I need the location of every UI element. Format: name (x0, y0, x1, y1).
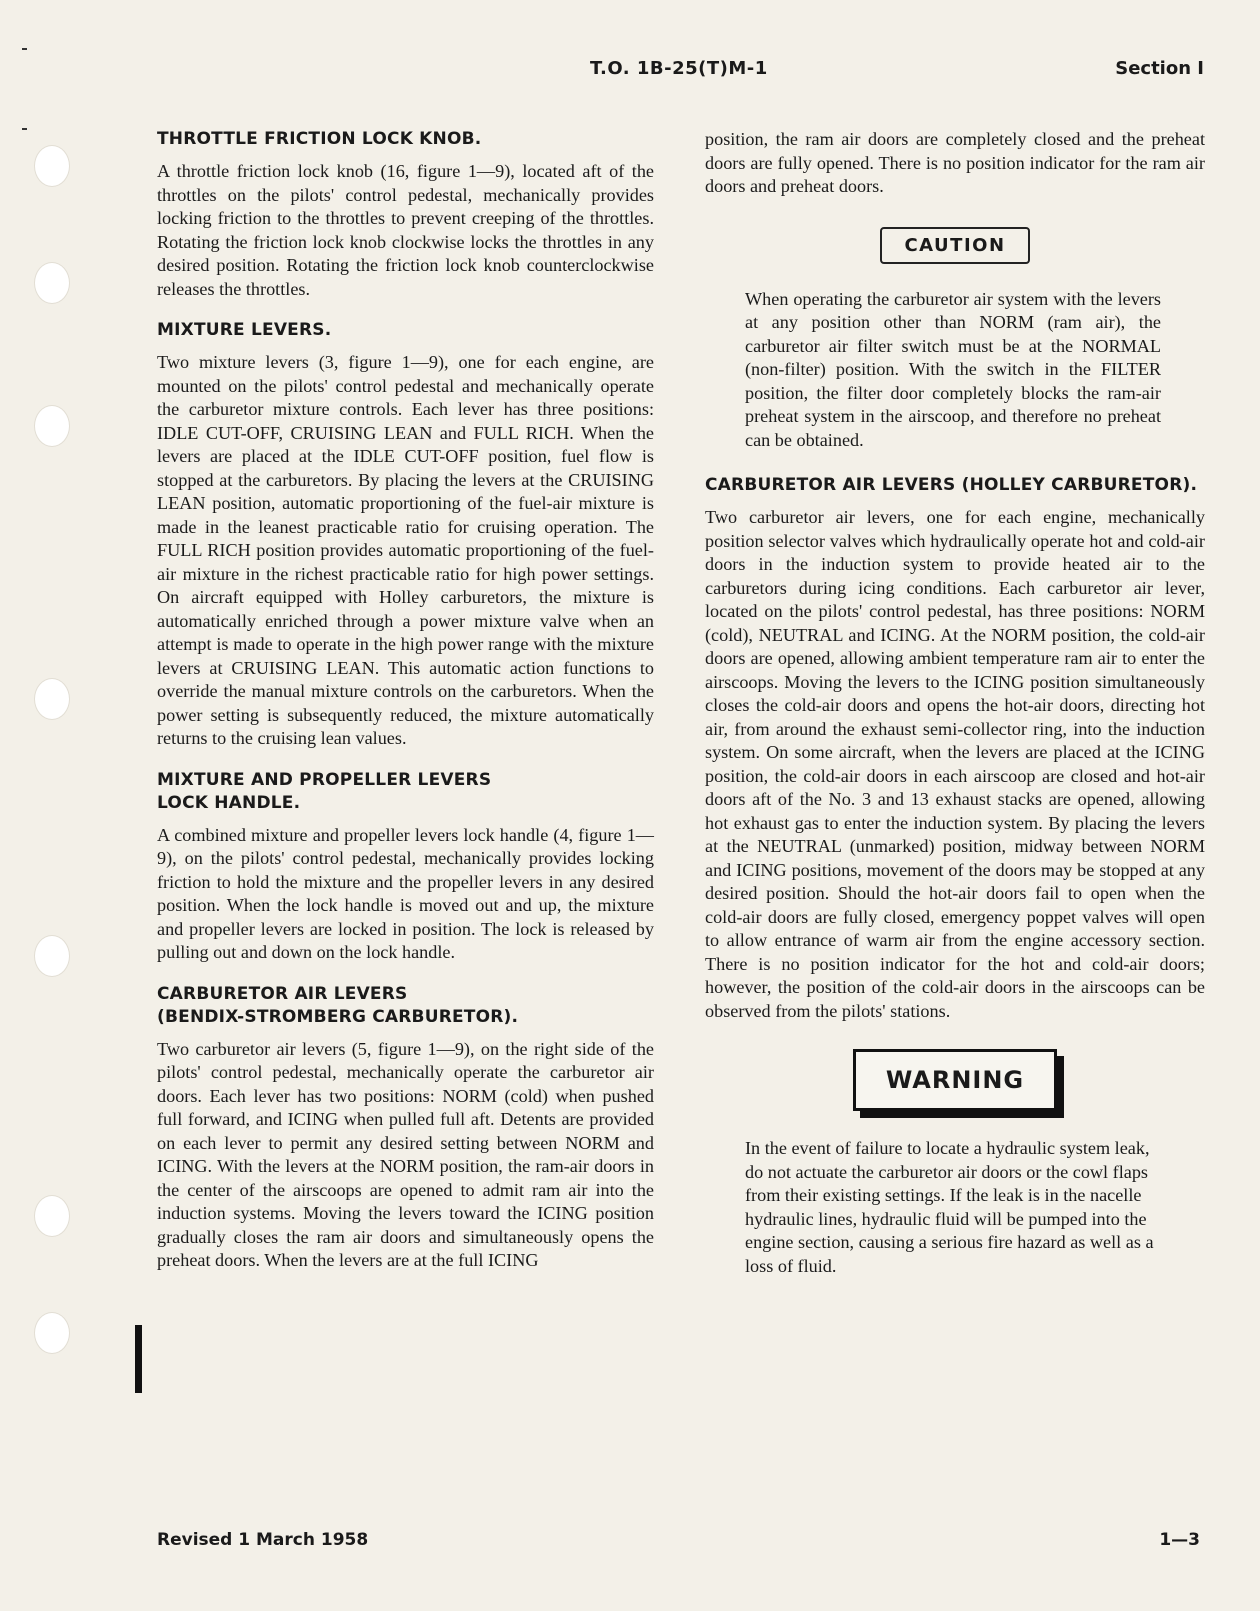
caution-label: CAUTION (880, 227, 1029, 264)
warning-text: In the event of failure to locate a hydraulic system leak, do not actuate the carburetor air doors or the cowl flaps from their existing settings. If the leak is in the nacelle hydraulic lines, hydraulic fluid will be pumped into the engine section, causing a serious fire hazard as well as a loss of fluid. (745, 1138, 1154, 1276)
paragraph-mixture-propeller-lock-handle: A combined mixture and propeller levers lock handle (4, figure 1—9), on the pilots' control pedestal, mechanically provides locking friction to hold the mixture and the propeller levers in any desired position. When the lock handle is moved out and up, the mixture and propeller levers are locked in position. The lock is released by pulling out and down on the lock handle. (157, 824, 654, 962)
heading-carburetor-air-levers-bendix (157, 983, 654, 1029)
binder-hole (34, 1312, 70, 1354)
heading-mixture-levers: MIXTURE LEVERS. (157, 320, 332, 340)
paragraph-mixture-levers: Two mixture levers (3, figure 1—9), one for each engine, are mounted on the pilots' control pedestal and mechanically operate the carburetor mixture controls. Each lever has three positions: IDLE CUT-OFF, CRUISING LEAN and FULL RICH. When the levers are placed at the IDLE CUT-OFF position, fuel flow is stopped at the carburetors. By placing the levers at the CRUISING LEAN position, automatic proportioning of the fuel-air mixture is made in the leanest practicable ratio for cruising operation. The FULL RICH position provides automatic proportioning of the fuel-air mixture in the richest practicable ratio for high power settings. On aircraft equipped with Holley carburetors, the mixture is automatically enriched through a power mixture valve when an attempt is made to operate in the high power range with the mixture levers at CRUISING LEAN. This automatic action functions to override the manual mixture controls on the carburetors. When the power setting is subsequently reduced, the mixture automatically returns to the cruising lean values. (157, 352, 654, 748)
heading-carburetor-air-levers-holley: CARBURETOR AIR LEVERS (HOLLEY CARBURETOR). (705, 475, 1198, 495)
technical-order-number: T.O. 1B-25(T)M-1 (590, 58, 768, 79)
heading-mixture-propeller-lock-handle (157, 769, 654, 815)
caution-text: When operating the carburetor air system with the levers at any position other than NORM (ram air), the carburetor air filter switch must be at the NORMAL (non-filter) position. With the switch in the FILTER position, the filter door completely blocks the ram-air preheat system in the airscoop, and therefore no preheat can be obtained. (745, 288, 1161, 450)
heading-throttle-friction-lock-knob: THROTTLE FRICTION LOCK KNOB. (157, 129, 482, 149)
warning-label: WARNING (853, 1049, 1057, 1111)
right-column (705, 128, 1205, 1278)
binder-hole (34, 145, 70, 187)
binder-hole (34, 405, 70, 447)
paragraph-carburetor-air-levers-holley: Two carburetor air levers, one for each engine, mechanically position selector valves which hydraulically operate hot and cold-air doors in the induction system to provide heated air to the carburetors during icing conditions. Each carburetor air lever, located on the pilots' control pedestal, has three positions: NORM (cold), NEUTRAL and ICING. At the NORM position, the cold-air doors are opened, allowing ambient temperature ram air to enter the airscoops. Moving the levers to the ICING position simultaneously closes the cold-air doors and opens the hot-air doors, directing hot air, from around the exhaust semi-collector ring, into the induction system. On some aircraft, when the levers are placed at the ICING position, the cold-air doors in each airscoop are closed and hot-air doors aft of the No. 3 and 13 exhaust stacks are opened, allowing hot exhaust gas to enter the induction system. By placing the levers at the NEUTRAL (unmarked) position, midway between NORM and ICING positions, movement of the doors may be stopped at any desired position. Should the hot-air doors fail to open when the cold-air doors are fully closed, emergency poppet valves will open to allow entrance of warm air from the engine accessory section. There is no position indicator for the hot and cold-air doors; however, the position of the cold-air doors in the airscoops can be observed from the pilots' stations. (705, 507, 1205, 1021)
margin-mark (22, 48, 27, 50)
caution-notice (705, 227, 1205, 264)
page-number: 1—3 (1159, 1530, 1200, 1550)
revision-change-bar (135, 1325, 142, 1393)
paragraph-throttle-friction-lock-knob: A throttle friction lock knob (16, figure 1—9), located aft of the throttles on the pilots' control pedestal, mechanically provides locking friction to the throttles to prevent creeping of the throttles. Rotating the friction lock knob clockwise locks the throttles in any desired position. Rotating the friction lock knob counterclockwise releases the throttles. (157, 161, 654, 299)
margin-mark (22, 128, 27, 130)
heading-line: LOCK HANDLE. (157, 792, 301, 813)
binder-hole (34, 1195, 70, 1237)
heading-line: (BENDIX-STROMBERG CARBURETOR). (157, 1006, 519, 1027)
section-label: Section I (1115, 58, 1204, 79)
revision-date: Revised 1 March 1958 (157, 1530, 369, 1550)
binder-hole (34, 678, 70, 720)
paragraph-continued: position, the ram air doors are completely closed and the preheat doors are fully opened. There is no position indicator for the ram air doors and preheat doors. (705, 129, 1205, 196)
heading-line: CARBURETOR AIR LEVERS (157, 983, 408, 1004)
paragraph-carburetor-air-levers-bendix: Two carburetor air levers (5, figure 1—9), on the right side of the pilots' control pedestal, mechanically operate the carburetor air doors. Each lever has two positions: NORM (cold) when pushed full forward, and ICING when pulled full aft. Detents are provided on each lever to permit any desired setting between NORM and ICING. With the levers at the NORM position, the ram-air doors in the center of the airscoops are opened to admit ram air into the induction systems. Moving the levers toward the ICING position gradually closes the ram air doors and simultaneously opens the preheat doors. When the levers are at the full ICING (157, 1038, 654, 1270)
heading-line: MIXTURE AND PROPELLER LEVERS (157, 769, 492, 790)
warning-notice (705, 1049, 1205, 1111)
left-column (157, 128, 654, 1273)
binder-hole (34, 262, 70, 304)
binder-hole (34, 935, 70, 977)
